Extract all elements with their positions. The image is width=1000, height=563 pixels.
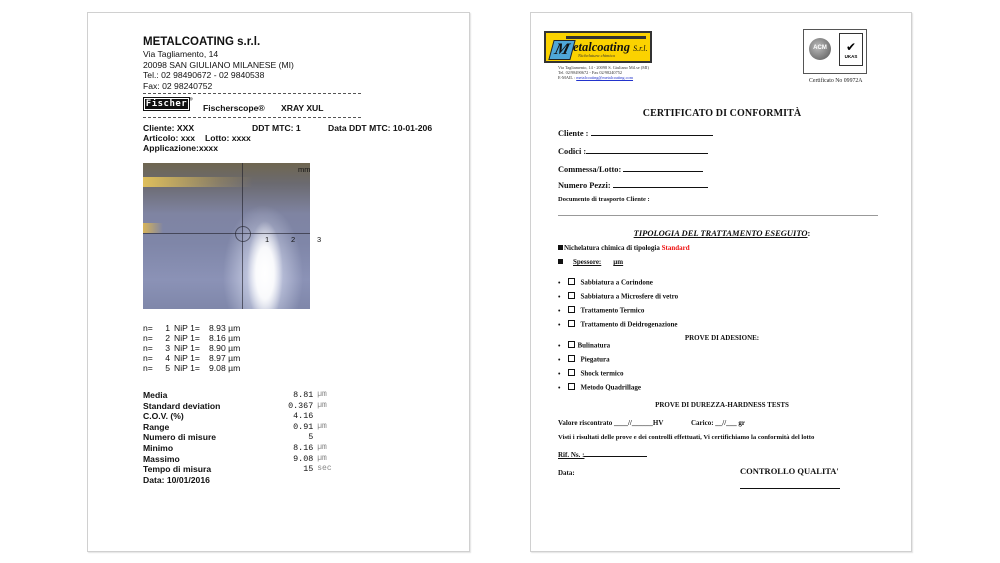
adhesion-label: Metodo Quadrillage [580,383,641,392]
ukas-logo [839,33,863,66]
spessore-label: Spessore: [573,258,602,266]
commessa-blank [623,163,703,172]
stat-value: 0.91 [293,421,314,432]
image-highlight [143,223,163,233]
stat-unit: µm [317,453,327,463]
bullet-icon: • [558,383,561,392]
n-label: n= [143,343,153,353]
stat-row [143,422,343,433]
rif-blank [584,448,647,457]
stat-unit: µm [317,442,327,452]
bullet-icon: • [558,320,561,329]
stat-unit: µm [317,400,327,410]
applicazione-label: Applicazione:xxxx [143,143,218,153]
fischer-logo [143,97,193,111]
adhesion-section-title: PROVE DI ADESIONE: [684,334,760,342]
checkmark-icon: ✔ [845,40,857,54]
measurement-row [143,363,269,373]
adhesion-item [558,383,641,392]
instrument-name: Fischerscope® [203,103,265,113]
certificate-number: Certificato No 09972A [809,78,863,84]
checkbox-icon[interactable] [568,320,575,327]
stat-row [143,454,343,465]
checkbox-icon[interactable] [568,383,575,390]
bullet-icon: • [558,306,561,315]
numero-pezzi-blank [613,179,708,188]
dashed-divider [143,117,361,118]
measurement-label: NiP 1= [174,343,200,353]
stat-row [143,401,343,412]
crosshair-horizontal [143,233,310,234]
stat-value: 9.08 [293,453,314,464]
measurement-value: 8.16 µm [209,333,241,343]
adhesion-label: Shock termico [580,369,624,378]
measurement-value: 8.97 µm [209,353,241,363]
numero-pezzi-field [558,179,708,190]
company-name: METALCOATING s.r.l. [143,36,261,48]
adhesion-item [558,369,623,378]
n-label: n= [143,353,153,363]
adhesion-label: Bulinatura [577,341,611,350]
acm-logo [809,38,831,60]
scale-unit-label: mm [298,165,311,174]
signature-line [740,488,840,489]
codici-blank [586,145,708,154]
fischer-logo-reg: ® [189,97,193,103]
stat-row [143,390,343,401]
treatment-label: Trattamento Termico [580,306,645,315]
measurement-list [143,323,269,373]
cliente-blank [591,127,713,136]
adhesion-item [558,355,610,364]
treatment-label: Sabbiatura a Microsfere di vetro [580,292,679,301]
treatment-title-colon: : [807,228,811,238]
logo-subtitle: Nichelatura chimica [578,53,615,58]
measurement-index: 4 [165,353,170,363]
measurement-value: 8.90 µm [209,343,241,353]
nichelatura-type: Standard [661,244,690,252]
address-line: 20098 SAN GIULIANO MILANESE (MI) [143,59,294,70]
measurement-index: 5 [165,363,170,373]
checked-box-icon[interactable] [558,259,563,264]
instrument-model: XRAY XUL [281,103,324,113]
logo-letter: M [548,40,575,60]
stat-unit [313,432,343,443]
treatment-label: Sabbiatura a Corindone [580,278,653,287]
cliente-field [558,127,713,138]
bullet-icon: • [558,292,561,301]
crosshair-circle [235,226,251,242]
stat-value: 8.81 [293,390,314,400]
email-link[interactable]: metalcoating@metalcoating.com [576,75,634,81]
measurement-index: 2 [165,333,170,343]
measurement-index: 3 [165,343,170,353]
lotto-label: Lotto: xxxx [205,133,251,143]
measurement-value: 9.08 µm [209,363,241,373]
articolo-label: Articolo: xxx [143,133,196,143]
spessore-unit: µm [613,258,624,266]
stat-value: 5 [308,432,314,443]
rif-label: Rif. Ns. : [558,451,585,459]
metalcoating-logo [544,31,652,63]
measurement-row [143,333,269,343]
stat-label: Standard deviation [143,400,221,411]
bullet-icon: • [558,341,561,350]
bullet-icon: • [558,278,561,287]
commessa-label: Commessa/Lotto: [558,165,622,174]
logo-bar [566,36,646,39]
scale-tick: 3 [317,235,322,244]
report-date: Data: 10/01/2016 [143,474,210,485]
bullet-icon: • [558,355,561,364]
stat-value: 4.16 [293,411,314,422]
stat-row [143,432,343,443]
stat-row [143,411,343,422]
measurement-value: 8.93 µm [209,323,241,333]
stat-label: Range [143,421,170,432]
company-address [558,65,649,81]
stat-row [143,464,343,475]
dashed-divider [143,93,361,94]
stat-unit: µm [317,390,327,399]
valore-riscontrato: Valore riscontrato ____//______HV [558,419,664,427]
logo-name: etalcoating [573,40,630,54]
stat-label: Numero di misure [143,432,217,443]
measurement-row [143,343,269,353]
measurement-label: NiP 1= [174,353,200,363]
treatment-label: Trattamento di Deidrogenazione [580,320,678,329]
stat-unit: µm [317,421,327,431]
adhesion-item [558,341,610,350]
treatment-item [558,292,678,301]
treatment-item [558,306,644,315]
quality-control-label: CONTROLLO QUALITA' [740,466,839,476]
codici-field [558,145,708,156]
conformity-statement: Visti i risultati delle prove e dei controlli effettuati, Vi certifichiamo la conformità del lotto [558,434,815,441]
treatment-title-text: TIPOLOGIA DEL TRATTAMENTO ESEGUITO [633,228,808,238]
stat-label: Tempo di misura [143,464,212,475]
commessa-field [558,163,703,174]
stat-unit [313,411,343,422]
measurement-report-page [87,12,470,552]
adhesion-label: Piegatura [580,355,610,364]
n-label: n= [143,363,153,373]
checkbox-icon[interactable] [568,355,575,362]
treatment-item [558,278,653,287]
measurement-row [143,323,269,333]
conformity-certificate-page [530,12,912,552]
n-label: n= [143,323,153,333]
ddt-label: DDT MTC: 1 [252,123,301,133]
email-label: E-MAIL : [558,75,577,81]
bullet-icon: • [558,369,561,378]
checkbox-icon[interactable] [568,341,575,348]
stat-label: Massimo [143,453,180,464]
checkbox-icon[interactable] [568,369,575,376]
documento-trasporto-label: Documento di trasporto Cliente : [558,196,650,203]
rif-field [558,448,647,459]
section-divider [558,215,878,216]
measurement-index: 1 [165,323,170,333]
company-address [143,49,294,91]
checkbox-icon[interactable] [568,278,575,285]
address-line: Via Tagliamento, 14 [143,49,219,59]
hardness-section-title: PROVE DI DUREZZA-HARDNESS TESTS [655,401,789,409]
nichelatura-label: Nichelatura chimica di tipologia [564,244,662,252]
cliente-label: Cliente: XXX [143,123,195,133]
spessore-item [558,258,623,266]
data-label: Data: [558,469,575,477]
measurement-label: NiP 1= [174,323,200,333]
stat-label: C.O.V. (%) [143,411,184,422]
stat-value: 8.16 [293,442,314,453]
stat-label: Minimo [143,442,174,453]
stat-value: 0.367 [288,400,314,411]
certification-logos [803,29,867,74]
acm-logo-text: ACM [813,45,827,51]
phone-line: Tel. 02/98490672 - Fax 02/98240752 [558,70,623,76]
n-label: n= [143,333,153,343]
phone-line: Tel.: 02 98490672 - 02 9840538 [143,70,265,81]
treatment-item [558,320,677,329]
fax-line: Fax: 02 98240752 [143,80,213,91]
statistics-table [143,390,343,485]
logo-srl: S.r.l. [633,44,648,53]
checkbox-icon[interactable] [568,292,575,299]
sample-microscope-image [143,163,322,309]
measurement-label: NiP 1= [174,363,200,373]
measurement-label: NiP 1= [174,333,200,343]
data-ddt-label: Data DDT MTC: 10-01-206 [328,123,433,133]
scale-tick: 1 [265,235,270,244]
ukas-logo-text: UKAS [844,54,858,59]
checkbox-icon[interactable] [568,306,575,313]
address-line: Via Tagliamento, 14 - 20098 S. Giuliano Mil.se (MI) [558,65,649,70]
codici-label: Codici : [558,147,587,156]
treatment-section-title [531,228,913,238]
stat-label: Media [143,390,168,400]
checked-box-icon[interactable] [558,245,563,250]
stat-unit: sec [317,464,332,474]
certificate-title: CERTIFICATO DI CONFORMITÀ [642,108,802,119]
measurement-row [143,353,269,363]
email-line [558,75,649,80]
numero-pezzi-label: Numero Pezzi: [558,181,611,190]
nichelatura-item [558,244,690,252]
carico: Carico: __//___ gr [691,419,746,427]
stat-value: 15 [303,464,314,475]
scale-tick: 2 [291,235,296,244]
image-highlight [143,177,253,187]
fischer-logo-text: Fischer [145,99,188,109]
cliente-label: Cliente : [558,129,589,138]
stat-row [143,443,343,454]
